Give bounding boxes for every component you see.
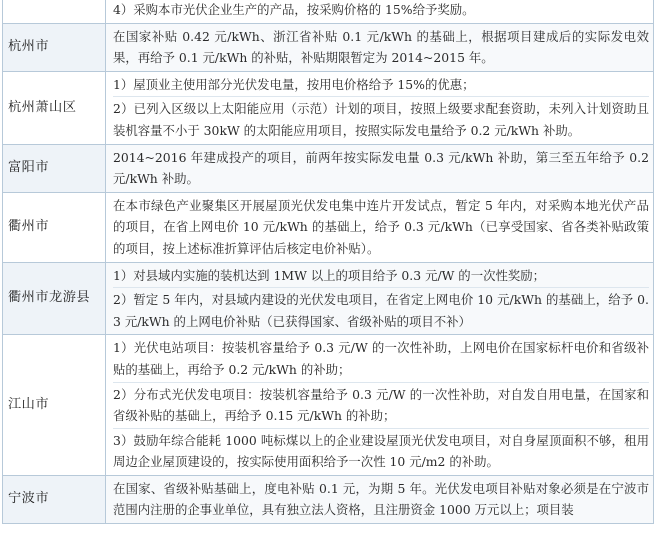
policy-cell <box>106 71 654 144</box>
policy-cell <box>106 262 654 335</box>
policy-item: 1）光伏电站项目：按装机容量给予 0.3 元/W 的一次性补助，上网电价在国家标杆电价和省级补贴的基础上，再给予 0.2 元/kWh 的补助； <box>113 340 649 377</box>
table-row <box>3 144 654 192</box>
policy-item: 在国家补贴 0.42 元/kWh、浙江省补贴 0.1 元/kWh 的基础上，根据项目建成后的实际发电效果，再给予 0.1 元/kWh 的补贴，补贴期限暂定为 2014~2015 年。 <box>113 28 649 66</box>
table-row <box>3 475 654 523</box>
policy-item: 2）暂定 5 年内，对县域内建设的光伏发电项目，在省定上网电价 10 元/kWh 的基础上，给予 0.3 元/kWh 的上网电价补贴（已获得国家、省级补贴的项目不补） <box>113 287 649 332</box>
policy-cell <box>106 0 654 23</box>
policy-cell <box>106 192 654 262</box>
region-cell: 杭州萧山区 <box>3 71 106 144</box>
policy-item: 1）对县域内实施的装机达到 1MW 以上的项目给予 0.3 元/W 的一次性奖励； <box>113 267 546 283</box>
table-row <box>3 262 654 335</box>
policy-cell <box>106 335 654 476</box>
table-row <box>3 71 654 144</box>
region-cell: 富阳市 <box>3 144 106 192</box>
region-cell <box>3 0 106 23</box>
region-cell: 衢州市 <box>3 192 106 262</box>
policy-item: 在国家、省级补贴基础上，度电补贴 0.1 元，为期 5 年。光伏发电项目补贴对象必须是在宁波市范围内注册的企事业单位，具有独立法人资格，且注册资金 1000 万元以上；项目装 <box>113 480 649 518</box>
policy-cell <box>106 144 654 192</box>
region-cell: 宁波市 <box>3 475 106 523</box>
policy-table-body <box>3 0 654 524</box>
table-row <box>3 335 654 476</box>
policy-item: 1）屋顶业主使用部分光伏发电量，按用电价格给予 15%的优惠； <box>113 76 475 92</box>
policy-cell <box>106 23 654 71</box>
policy-item: 3）鼓励年综合能耗 1000 吨标煤以上的企业建设屋顶光伏发电项目，对自身屋顶面积不够，租用周边企业屋顶建设的，按实际使用面积给予一次性 10 元/m2 的补助。 <box>113 428 649 473</box>
region-cell: 杭州市 <box>3 23 106 71</box>
region-cell: 江山市 <box>3 335 106 476</box>
table-row <box>3 192 654 262</box>
table-row <box>3 23 654 71</box>
policy-table <box>2 0 654 524</box>
policy-item: 2）已列入区级以上太阳能应用（示范）计划的项目，按照上级要求配套资助，未列入计划资助且装机容量不小于 30kW 的太阳能应用项目，按照实际发电量给予 0.2 元/kWh 补助。 <box>113 96 649 141</box>
policy-item: 4）采购本市光伏企业生产的产品，按采购价格的 15%给予奖励。 <box>113 2 475 17</box>
policy-item: 2）分布式光伏发电项目：按装机容量给予 0.3 元/W 的一次性补助，对自发自用电量，在国家和省级补贴的基础上，再给予 0.15 元/kWh 的补助； <box>113 382 649 427</box>
policy-item: 2014~2016 年建成投产的项目，前两年按实际发电量 0.3 元/kWh 补助，第三至五年给予 0.2 元/kWh 补助。 <box>113 149 649 187</box>
region-cell: 衢州市龙游县 <box>3 262 106 335</box>
table-row <box>3 0 654 23</box>
policy-item: 在本市绿色产业聚集区开展屋顶光伏发电集中连片开发试点，暂定 5 年内，对采购本地光伏产品的项目，在省上网电价 10 元/kWh 的基础上，给予 0.3 元/kWh（已享受国家、省各类补贴政策的项目，按上述标准折算评估后核定电价补贴）。 <box>113 197 649 256</box>
policy-cell <box>106 475 654 523</box>
